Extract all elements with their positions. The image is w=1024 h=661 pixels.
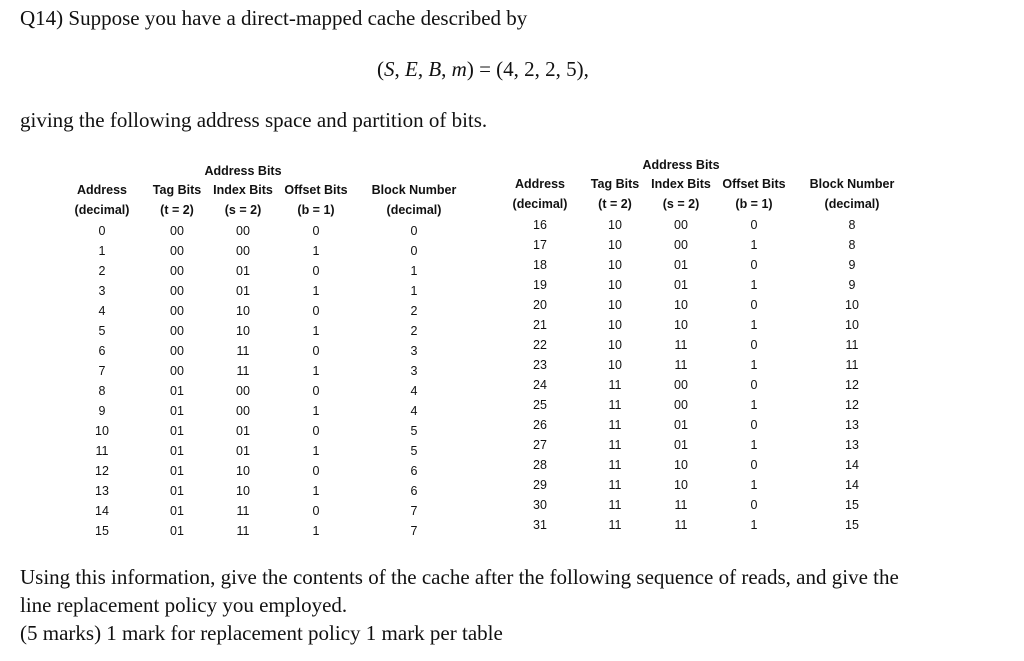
tag-bits-cell: 00 [170, 344, 184, 358]
offset-bits-cell: 0 [312, 464, 320, 478]
block-number-cell: 3 [410, 364, 418, 378]
block-number-cell: 13 [845, 418, 859, 432]
block-number-cell: 11 [845, 358, 859, 372]
formula-var-e: E [405, 57, 418, 81]
table-row [80, 324, 520, 344]
block-number-cell: 10 [845, 298, 859, 312]
block-number-cell: 4 [410, 384, 418, 398]
block-number-cell: 8 [848, 238, 856, 252]
formula-equals: = [473, 57, 497, 81]
table-row [518, 378, 958, 398]
block-number-cell: 9 [848, 278, 856, 292]
address-cell: 27 [533, 438, 547, 452]
block-number-cell: 11 [845, 338, 859, 352]
instructions-line-1: Using this information, give the contents of the cache after the following sequence of reads, and give the [20, 565, 899, 589]
offset-bits-cell: 0 [750, 378, 758, 392]
tag-header-top: Tag Bits [152, 183, 202, 197]
address-cell: 20 [533, 298, 547, 312]
tag-bits-cell: 00 [170, 244, 184, 258]
tag-bits-cell: 10 [608, 318, 622, 332]
table-row [518, 398, 958, 418]
index-bits-cell: 01 [236, 424, 250, 438]
offset-bits-cell: 1 [312, 284, 320, 298]
block-number-cell: 2 [410, 324, 418, 338]
table-row [80, 344, 520, 364]
formula-open-paren: ( [377, 57, 384, 81]
offset-bits-cell: 1 [750, 478, 758, 492]
tag-bits-cell: 01 [170, 384, 184, 398]
offset-bits-cell: 1 [312, 444, 320, 458]
offset-bits-cell: 1 [750, 518, 758, 532]
table-row [80, 364, 520, 384]
tag-bits-cell: 11 [608, 438, 622, 452]
tag-bits-cell: 10 [608, 238, 622, 252]
intro-text: giving the following address space and partition of bits. [20, 108, 488, 132]
block-number-cell: 1 [410, 284, 418, 298]
offset-bits-cell: 1 [312, 524, 320, 538]
tag-bits-cell: 11 [608, 418, 622, 432]
index-bits-cell: 00 [236, 404, 250, 418]
instructions-line-3: (5 marks) 1 mark for replacement policy 1 mark per table [20, 621, 503, 645]
cache-formula: (S, E, B, m) = (4, 2, 2, 5), [377, 57, 589, 81]
address-cell: 22 [533, 338, 547, 352]
block-header-bottom: (decimal) [824, 197, 880, 211]
offset-bits-cell: 1 [312, 244, 320, 258]
tag-bits-cell: 01 [170, 424, 184, 438]
tag-bits-cell: 10 [608, 278, 622, 292]
table-row [518, 278, 958, 298]
index-header-top: Index Bits [651, 177, 711, 191]
table-row [80, 244, 520, 264]
table-row [80, 264, 520, 284]
address-cell: 15 [95, 524, 109, 538]
formula-rhs: (4, 2, 2, 5), [496, 57, 589, 81]
table-row [80, 424, 520, 444]
offset-bits-cell: 1 [750, 438, 758, 452]
tag-bits-cell: 10 [608, 298, 622, 312]
index-bits-cell: 11 [674, 338, 688, 352]
block-number-cell: 13 [845, 438, 859, 452]
address-header-top: Address [76, 183, 128, 197]
address-header-top: Address [514, 177, 566, 191]
offset-header-bottom: (b = 1) [735, 197, 773, 211]
address-bits-group-header: Address Bits [642, 158, 720, 172]
index-bits-cell: 01 [674, 258, 688, 272]
block-number-cell: 7 [410, 504, 418, 518]
address-cell: 21 [533, 318, 547, 332]
block-number-cell: 12 [845, 398, 859, 412]
table-row [518, 318, 958, 338]
index-bits-cell: 01 [236, 284, 250, 298]
tag-bits-cell: 10 [608, 258, 622, 272]
offset-bits-cell: 1 [312, 404, 320, 418]
address-cell: 14 [95, 504, 109, 518]
tag-bits-cell: 00 [170, 264, 184, 278]
index-bits-cell: 01 [236, 444, 250, 458]
address-cell: 1 [98, 244, 106, 258]
offset-bits-cell: 1 [750, 278, 758, 292]
table-row [518, 478, 958, 498]
tag-bits-cell: 11 [608, 478, 622, 492]
formula-var-s: S [384, 57, 395, 81]
block-header-top: Block Number [809, 177, 895, 191]
index-header-top: Index Bits [213, 183, 273, 197]
offset-bits-cell: 0 [312, 384, 320, 398]
address-cell: 13 [95, 484, 109, 498]
block-header-top: Block Number [371, 183, 457, 197]
table-row [518, 418, 958, 438]
address-cell: 24 [533, 378, 547, 392]
tag-bits-cell: 11 [608, 458, 622, 472]
tag-bits-cell: 10 [608, 218, 622, 232]
index-bits-cell: 11 [236, 344, 250, 358]
table-row [80, 284, 520, 304]
address-cell: 23 [533, 358, 547, 372]
address-cell: 6 [98, 344, 106, 358]
tag-bits-cell: 10 [608, 338, 622, 352]
block-number-cell: 3 [410, 344, 418, 358]
tag-bits-cell: 01 [170, 504, 184, 518]
table-row [518, 518, 958, 538]
index-bits-cell: 01 [674, 438, 688, 452]
address-cell: 5 [98, 324, 106, 338]
table-row [80, 444, 520, 464]
tag-bits-cell: 00 [170, 324, 184, 338]
table-row [80, 524, 520, 544]
address-cell: 16 [533, 218, 547, 232]
offset-bits-cell: 0 [312, 424, 320, 438]
offset-bits-cell: 0 [750, 418, 758, 432]
table-row [80, 404, 520, 424]
tag-bits-cell: 11 [608, 498, 622, 512]
offset-bits-cell: 1 [312, 484, 320, 498]
block-number-cell: 4 [410, 404, 418, 418]
index-bits-cell: 00 [674, 218, 688, 232]
tag-header-bottom: (t = 2) [160, 203, 194, 217]
index-bits-cell: 00 [236, 244, 250, 258]
index-bits-cell: 10 [236, 304, 250, 318]
offset-bits-cell: 0 [312, 264, 320, 278]
tag-bits-cell: 01 [170, 404, 184, 418]
index-bits-cell: 10 [674, 318, 688, 332]
tag-bits-cell: 11 [608, 378, 622, 392]
table-row [518, 358, 958, 378]
index-bits-cell: 10 [674, 458, 688, 472]
address-cell: 2 [98, 264, 106, 278]
index-header-bottom: (s = 2) [662, 197, 700, 211]
table-row [80, 304, 520, 324]
index-bits-cell: 10 [236, 464, 250, 478]
address-cell: 7 [98, 364, 106, 378]
tag-bits-cell: 01 [170, 524, 184, 538]
address-header-bottom: (decimal) [512, 197, 568, 211]
address-cell: 3 [98, 284, 106, 298]
address-header-bottom: (decimal) [74, 203, 130, 217]
block-number-cell: 2 [410, 304, 418, 318]
address-cell: 29 [533, 478, 547, 492]
offset-bits-cell: 0 [750, 218, 758, 232]
address-cell: 17 [533, 238, 547, 252]
table-row [518, 438, 958, 458]
tag-bits-cell: 01 [170, 464, 184, 478]
block-number-cell: 7 [410, 524, 418, 538]
tag-bits-cell: 00 [170, 284, 184, 298]
address-cell: 28 [533, 458, 547, 472]
address-cell: 10 [95, 424, 109, 438]
tag-bits-cell: 00 [170, 364, 184, 378]
address-cell: 8 [98, 384, 106, 398]
block-number-cell: 15 [845, 518, 859, 532]
block-number-cell: 15 [845, 498, 859, 512]
block-number-cell: 6 [410, 464, 418, 478]
offset-bits-cell: 1 [312, 324, 320, 338]
address-cell: 30 [533, 498, 547, 512]
formula-close-paren: ) [466, 57, 474, 81]
index-bits-cell: 10 [674, 478, 688, 492]
index-bits-cell: 00 [674, 398, 688, 412]
tag-bits-cell: 00 [170, 304, 184, 318]
offset-bits-cell: 0 [750, 458, 758, 472]
offset-bits-cell: 1 [750, 238, 758, 252]
index-bits-cell: 01 [674, 278, 688, 292]
address-cell: 18 [533, 258, 547, 272]
offset-bits-cell: 0 [312, 304, 320, 318]
address-cell: 26 [533, 418, 547, 432]
instructions [20, 563, 1010, 647]
table-row [518, 258, 958, 278]
offset-bits-cell: 1 [750, 398, 758, 412]
index-bits-cell: 00 [236, 384, 250, 398]
index-bits-cell: 11 [674, 358, 688, 372]
block-number-cell: 10 [845, 318, 859, 332]
block-number-cell: 6 [410, 484, 418, 498]
block-number-cell: 5 [410, 444, 418, 458]
block-number-cell: 9 [848, 258, 856, 272]
table-row [80, 484, 520, 504]
address-cell: 4 [98, 304, 106, 318]
address-cell: 19 [533, 278, 547, 292]
index-bits-cell: 11 [674, 498, 688, 512]
table-row [80, 504, 520, 524]
block-number-cell: 12 [845, 378, 859, 392]
index-header-bottom: (s = 2) [224, 203, 262, 217]
address-table-right [512, 158, 958, 532]
formula-var-b: B [428, 57, 442, 81]
offset-header-bottom: (b = 1) [297, 203, 335, 217]
instructions-line-2: line replacement policy you employed. [20, 593, 348, 617]
table-row [80, 224, 520, 244]
address-cell: 9 [98, 404, 106, 418]
table-row [518, 298, 958, 318]
address-cell: 25 [533, 398, 547, 412]
tag-bits-cell: 11 [608, 518, 622, 532]
offset-bits-cell: 0 [312, 344, 320, 358]
block-number-cell: 14 [845, 478, 859, 492]
index-bits-cell: 01 [236, 264, 250, 278]
index-bits-cell: 10 [236, 484, 250, 498]
offset-bits-cell: 0 [750, 338, 758, 352]
offset-bits-cell: 0 [312, 224, 320, 238]
index-bits-cell: 00 [674, 238, 688, 252]
block-header-bottom: (decimal) [386, 203, 442, 217]
offset-bits-cell: 1 [750, 358, 758, 372]
tag-bits-cell: 01 [170, 484, 184, 498]
index-bits-cell: 01 [674, 418, 688, 432]
formula-var-m: m [451, 57, 467, 81]
block-number-cell: 8 [848, 218, 856, 232]
address-cell: 11 [95, 444, 109, 458]
index-bits-cell: 11 [674, 518, 688, 532]
table-row [518, 338, 958, 358]
address-cell: 12 [95, 464, 109, 478]
offset-bits-cell: 0 [312, 504, 320, 518]
offset-bits-cell: 0 [750, 498, 758, 512]
block-number-cell: 14 [845, 458, 859, 472]
address-cell: 0 [98, 224, 106, 238]
tag-header-top: Tag Bits [590, 177, 640, 191]
index-bits-cell: 10 [236, 324, 250, 338]
table-row [518, 498, 958, 518]
index-bits-cell: 10 [674, 298, 688, 312]
tag-bits-cell: 00 [170, 224, 184, 238]
offset-bits-cell: 1 [750, 318, 758, 332]
table-row [80, 384, 520, 404]
block-number-cell: 5 [410, 424, 418, 438]
index-bits-cell: 11 [236, 524, 250, 538]
table-row [518, 458, 958, 478]
table-row [518, 218, 958, 238]
offset-bits-cell: 0 [750, 258, 758, 272]
index-bits-cell: 11 [236, 504, 250, 518]
tag-bits-cell: 01 [170, 444, 184, 458]
tag-bits-cell: 10 [608, 358, 622, 372]
table-row [80, 464, 520, 484]
tag-bits-cell: 11 [608, 398, 622, 412]
offset-bits-cell: 1 [312, 364, 320, 378]
offset-header-top: Offset Bits [722, 177, 786, 191]
tag-header-bottom: (t = 2) [598, 197, 632, 211]
block-number-cell: 0 [410, 224, 418, 238]
table-row [518, 238, 958, 258]
index-bits-cell: 00 [674, 378, 688, 392]
index-bits-cell: 11 [236, 364, 250, 378]
offset-header-top: Offset Bits [284, 183, 348, 197]
question-title: Q14) Suppose you have a direct-mapped cache described by [20, 6, 528, 30]
address-cell: 31 [533, 518, 547, 532]
index-bits-cell: 00 [236, 224, 250, 238]
address-table-left [74, 164, 520, 538]
block-number-cell: 0 [410, 244, 418, 258]
address-bits-group-header: Address Bits [204, 164, 282, 178]
offset-bits-cell: 0 [750, 298, 758, 312]
block-number-cell: 1 [410, 264, 418, 278]
